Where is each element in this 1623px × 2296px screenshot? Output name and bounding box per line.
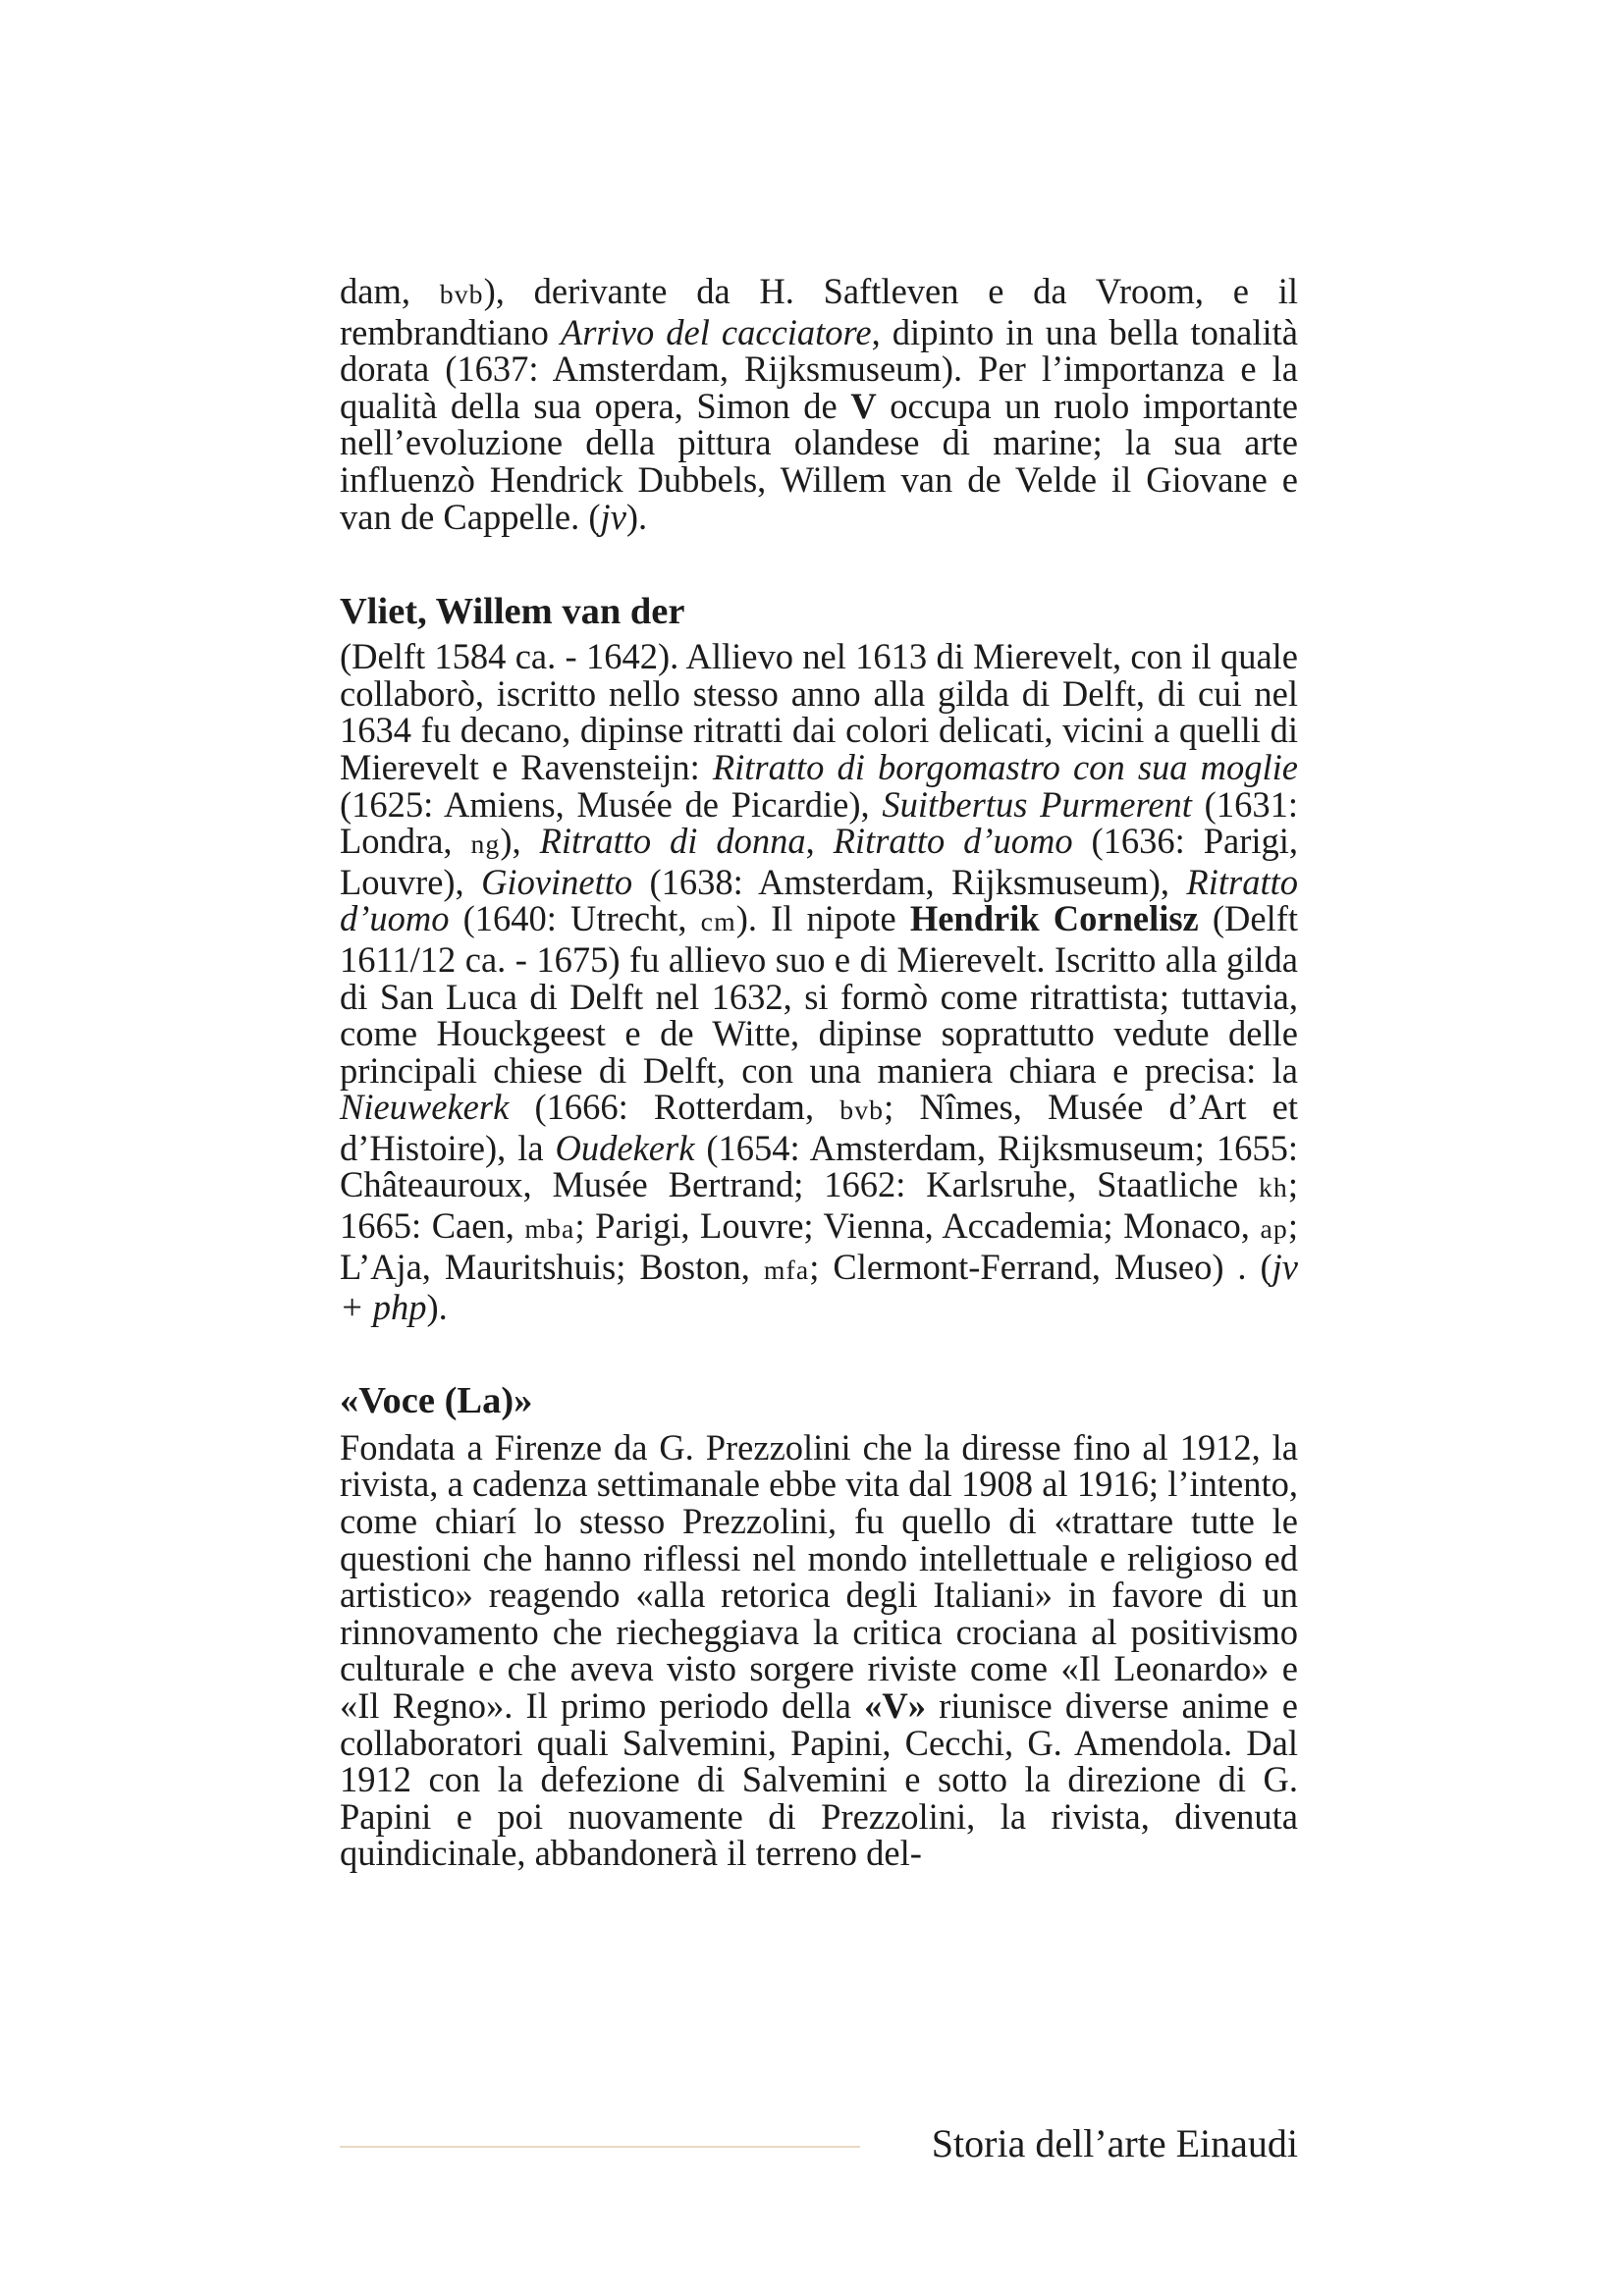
footer-rule: [340, 2146, 860, 2148]
entry-continued-paragraph: dam, bvb), derivante da H. Saftleven e da Vroom, e il rembrandtiano Arrivo del cacciatore, dipinto in una bella tonalità dorata (1637: Amsterdam, Rijksmuseum). Per l’importanza e la qualità della sua opera, Simon de V occupa un ruolo importante nell’evoluzione della pittura olandese di marine; la sua arte influenzò Hendrick Dubbels, Willem van de Velde il Giovane e van de Cappelle. (jv).: [340, 271, 1299, 537]
entry-voce-paragraph: Fondata a Firenze da G. Prezzolini che la diresse fino al 1912, la rivista, a cadenza settimanale ebbe vita dal 1908 al 1916; l’intento, come chiarí lo stesso Prezzolini, fu quello di «trattare tutte le questioni che hanno riflessi nel mondo intellettuale e religioso ed artistico» reagendo «alla retorica degli Italiani» in favore di un rinnovamento che riecheggiava la critica crociana al positivismo culturale e che aveva visto sorgere riviste come «Il Leonardo» e «Il Regno». Il primo periodo della «V» riunisce diverse anime e collaboratori quali Salvemini, Papini, Cecchi, G. Amendola. Dal 1912 con la defezione di Salvemini e sotto la direzione di G. Papini e poi nuovamente di Prezzolini, la rivista, divenuta quindicinale, abbandonerà il terreno del-: [340, 1426, 1298, 1874]
entry-heading-voce: «Voce (La)»: [340, 1379, 533, 1421]
entry-vliet-paragraph: (Delft 1584 ca. - 1642). Allievo nel 1613 di Mierevelt, con il quale collaborò, iscritto nello stesso anno alla gilda di Delft, di cui nel 1634 fu decano, dipinse ritratti dai colori delicati, vicini a quelli di Mierevelt e Ravensteijn: Ritratto di borgomastro con sua moglie (1625: Amiens, Musée de Picardie), Suitbertus Purmerent (1631: Londra, ng), Ritratto di donna, Ritratto d’uomo (1636: Parigi, Louvre), Giovinetto (1638: Amsterdam, Rijksmuseum), Ritratto d’uomo (1640: Utrecht, cm). Il nipote Hendrik Cornelisz (Delft 1611/12 ca. - 1675) fu allievo suo e di Mierevelt. Iscritto alla gilda di San Luca di Delft nel 1632, si formò come ritrattista; tuttavia, come Houckgeest e de Witte, dipinse soprattutto vedute delle principali chiese di Delft, con una maniera chiara e precisa: la Nieuwekerk (1666: Rotterdam, bvb; Nîmes, Musée d’Art et d’Histoire), la Oudekerk (1654: Amsterdam, Rijksmuseum; 1655: Châteauroux, Musée Bertrand; 1662: Karlsruhe, Staatliche kh; 1665: Caen, mba; Parigi, Louvre; Vienna, Accademia; Monaco, ap; L’Aja, Mauritshuis; Boston, mfa; Clermont-Ferrand, Museo) . (jv + php).: [340, 636, 1299, 1328]
text-column: [340, 273, 1298, 1872]
footer-title: Storia dell’arte Einaudi: [931, 2121, 1298, 2165]
entry-heading-vliet: Vliet, Willem van der: [340, 591, 685, 633]
